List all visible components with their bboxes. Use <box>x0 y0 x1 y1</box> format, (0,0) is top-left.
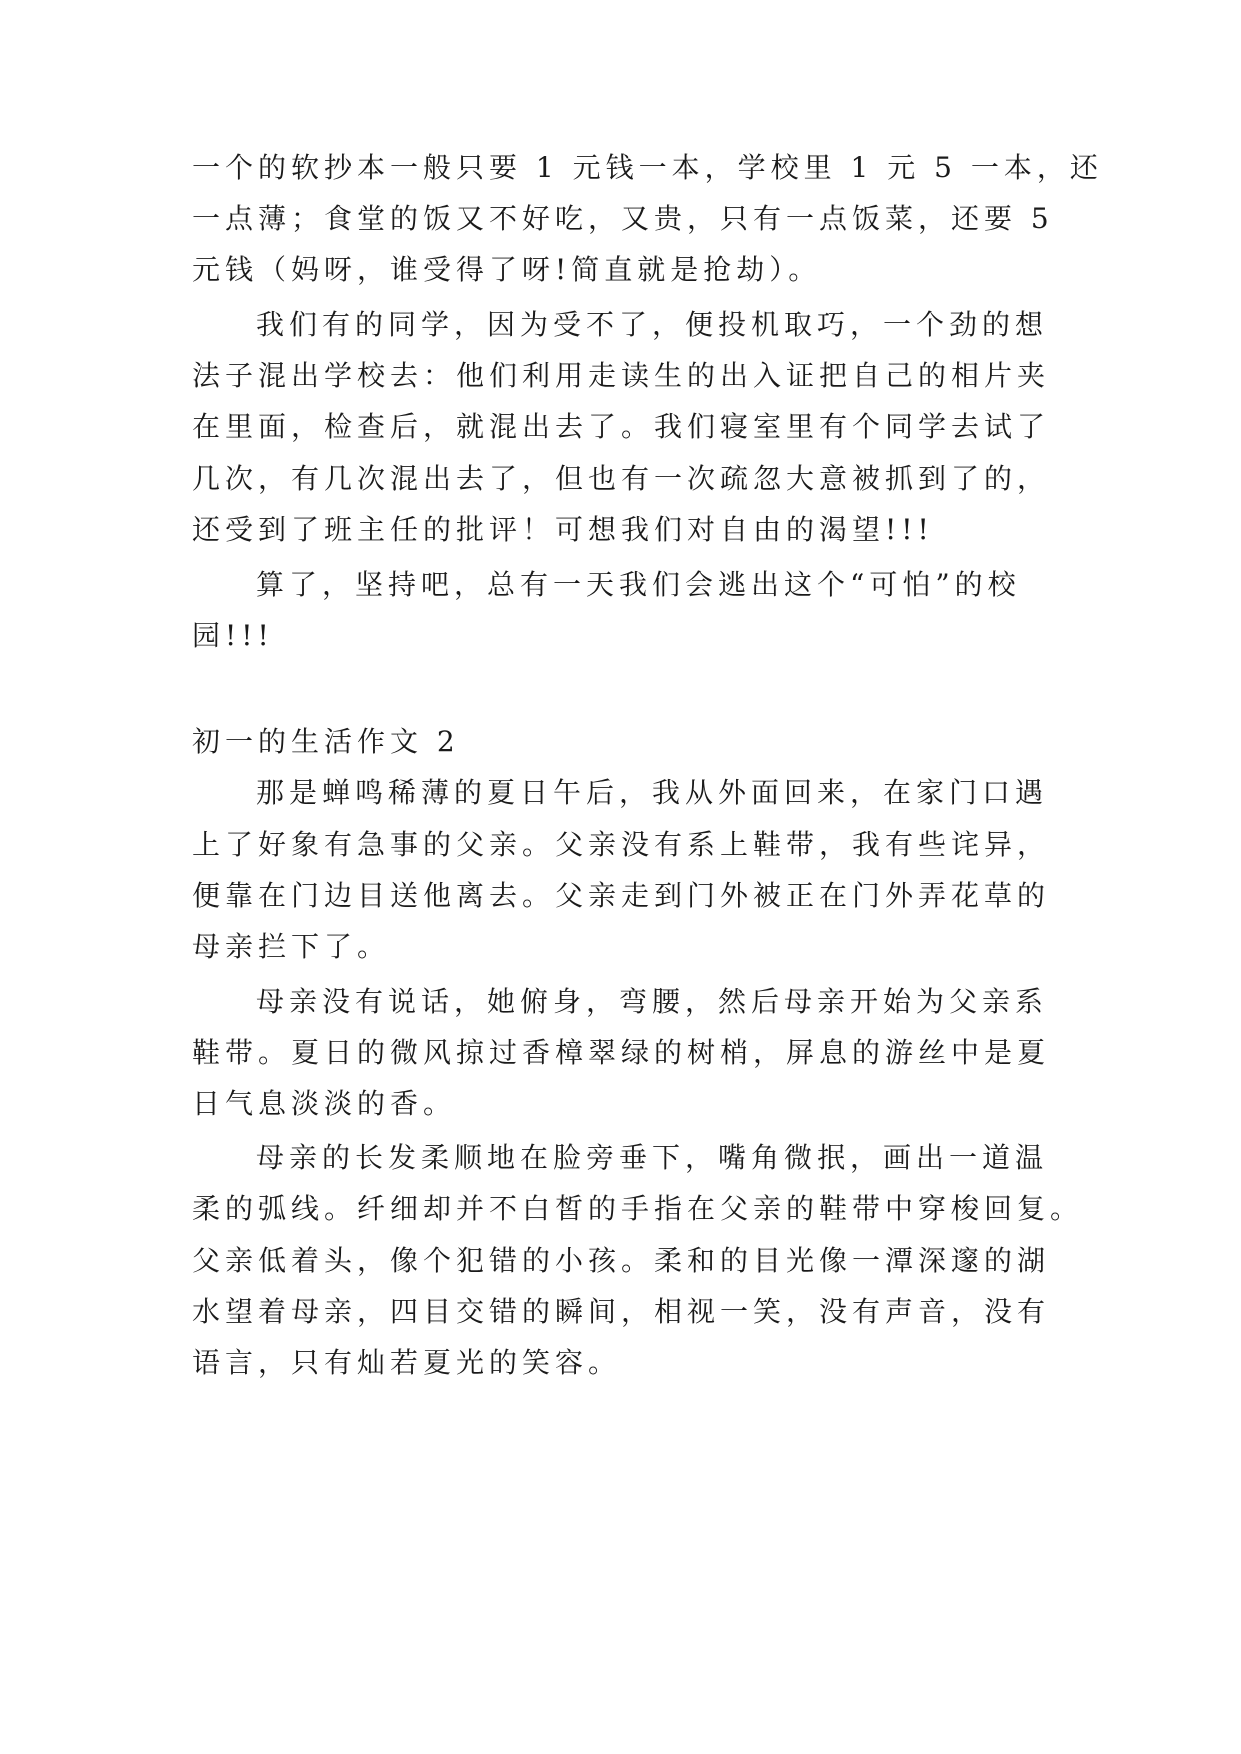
text-line: 鞋带。夏日的微风掠过香樟翠绿的树梢，屏息的游丝中是夏 <box>192 1036 1051 1069</box>
text-line: 我们有的同学，因为受不了，便投机取巧，一个劲的想 <box>256 308 1049 341</box>
text-line: 日气息淡淡的香。 <box>192 1087 457 1120</box>
section-title: 初一的生活作文 2 <box>192 725 460 758</box>
text-line: 元钱（妈呀，谁受得了呀!简直就是抢劫）。 <box>192 253 822 286</box>
text-line: 还受到了班主任的批评！可想我们对自由的渴望!!! <box>192 513 934 546</box>
text-line: 上了好象有急事的父亲。父亲没有系上鞋带，我有些诧异， <box>192 828 1051 861</box>
text-line: 母亲拦下了。 <box>192 930 391 963</box>
text-line: 母亲没有说话，她俯身，弯腰，然后母亲开始为父亲系 <box>256 985 1049 1018</box>
text-line: 那是蝉鸣稀薄的夏日午后，我从外面回来，在家门口遇 <box>256 776 1049 809</box>
text-line: 一个的软抄本一般只要 1 元钱一本，学校里 1 元 5 一本，还 <box>192 151 1103 184</box>
text-line: 语言，只有灿若夏光的笑容。 <box>192 1346 622 1379</box>
text-line: 水望着母亲，四目交错的瞬间，相视一笑，没有声音，没有 <box>192 1295 1051 1328</box>
text-line: 在里面，检查后，就混出去了。我们寝室里有个同学去试了 <box>192 410 1051 443</box>
text-line: 园!!! <box>192 619 274 652</box>
text-line: 便靠在门边目送他离去。父亲走到门外被正在门外弄花草的 <box>192 879 1051 912</box>
text-line: 几次，有几次混出去了，但也有一次疏忽大意被抓到了的， <box>192 462 1051 495</box>
text-line: 柔的弧线。纤细却并不白皙的手指在父亲的鞋带中穿梭回复。 <box>192 1192 1084 1225</box>
text-line: 一点薄；食堂的饭又不好吃，又贵，只有一点饭菜，还要 5 <box>192 202 1054 235</box>
text-line: 父亲低着头，像个犯错的小孩。柔和的目光像一潭深邃的湖 <box>192 1244 1051 1277</box>
text-line: 母亲的长发柔顺地在脸旁垂下，嘴角微抿，画出一道温 <box>256 1141 1049 1174</box>
text-line: 算了，坚持吧，总有一天我们会逃出这个“可怕”的校 <box>256 568 1021 601</box>
text-line: 法子混出学校去：他们利用走读生的出入证把自己的相片夹 <box>192 359 1051 392</box>
